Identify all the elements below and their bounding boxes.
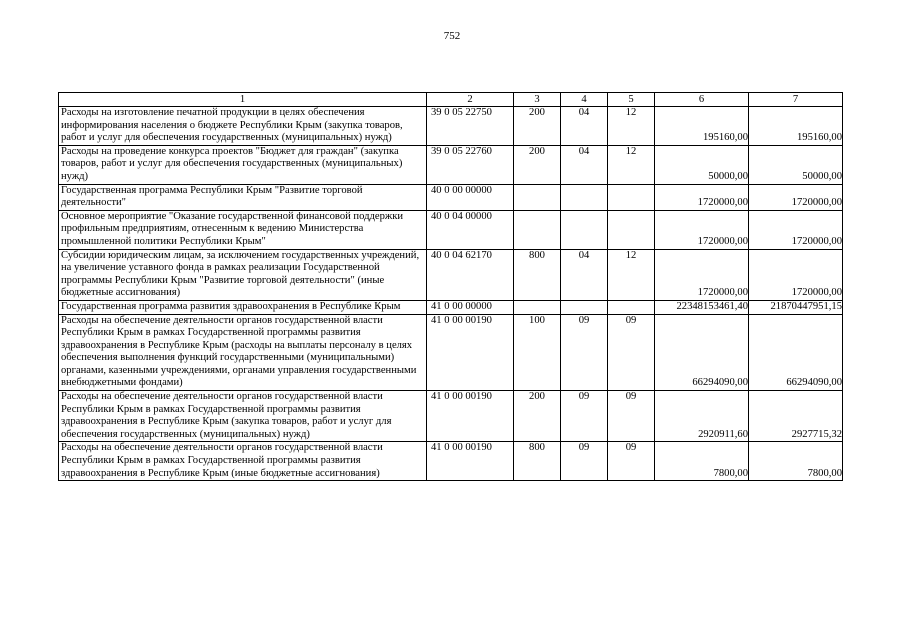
row-section: 04 xyxy=(561,107,608,146)
row-subsection: 12 xyxy=(608,107,655,146)
row-expense-type: 800 xyxy=(514,442,561,481)
row-name: Расходы на обеспечение деятельности органов государственной власти Республики Крым в рамках Государственной программы развития здравоохранения в Республике Крым (закупка товаров, работ и услуг для обеспечения государственных (муниципальных) нужд) xyxy=(59,391,427,442)
table-row xyxy=(59,184,843,210)
column-header: 2 xyxy=(427,93,514,107)
row-amount-col6: 50000,00 xyxy=(655,145,749,184)
row-subsection: 12 xyxy=(608,249,655,300)
row-target-article: 41 0 00 00000 xyxy=(427,300,514,314)
row-target-article: 40 0 00 00000 xyxy=(427,184,514,210)
row-section xyxy=(561,210,608,249)
row-section: 09 xyxy=(561,391,608,442)
row-amount-col6: 1720000,00 xyxy=(655,210,749,249)
row-target-article: 40 0 04 62170 xyxy=(427,249,514,300)
table-row xyxy=(59,145,843,184)
row-expense-type xyxy=(514,300,561,314)
row-name: Основное мероприятие "Оказание государственной финансовой поддержки профильным предприятиям, отнесенным к ведению Министерства промышленной политики Республики Крым" xyxy=(59,210,427,249)
table-row xyxy=(59,300,843,314)
table-row xyxy=(59,210,843,249)
row-expense-type: 200 xyxy=(514,107,561,146)
row-subsection xyxy=(608,210,655,249)
row-subsection xyxy=(608,300,655,314)
column-header: 3 xyxy=(514,93,561,107)
row-name: Государственная программа Республики Крым "Развитие торговой деятельности" xyxy=(59,184,427,210)
row-target-article: 41 0 00 00190 xyxy=(427,442,514,481)
row-subsection: 09 xyxy=(608,314,655,391)
row-section: 09 xyxy=(561,314,608,391)
row-target-article: 40 0 04 00000 xyxy=(427,210,514,249)
column-header: 6 xyxy=(655,93,749,107)
row-section: 04 xyxy=(561,249,608,300)
column-header: 5 xyxy=(608,93,655,107)
column-header: 4 xyxy=(561,93,608,107)
row-amount-col7: 1720000,00 xyxy=(749,249,843,300)
table-row xyxy=(59,391,843,442)
row-amount-col7: 1720000,00 xyxy=(749,184,843,210)
table-row xyxy=(59,442,843,481)
row-target-article: 41 0 00 00190 xyxy=(427,314,514,391)
table-row xyxy=(59,107,843,146)
row-target-article: 39 0 05 22760 xyxy=(427,145,514,184)
row-expense-type: 200 xyxy=(514,391,561,442)
table-row xyxy=(59,314,843,391)
row-expense-type: 200 xyxy=(514,145,561,184)
row-amount-col7: 66294090,00 xyxy=(749,314,843,391)
row-amount-col6: 1720000,00 xyxy=(655,184,749,210)
row-amount-col6: 7800,00 xyxy=(655,442,749,481)
column-header: 7 xyxy=(749,93,843,107)
row-section xyxy=(561,184,608,210)
row-name: Расходы на обеспечение деятельности органов государственной власти Республики Крым в рамках Государственной программы развития здравоохранения в Республике Крым (иные бюджетные ассигнования) xyxy=(59,442,427,481)
row-amount-col7: 7800,00 xyxy=(749,442,843,481)
row-name: Расходы на обеспечение деятельности органов государственной власти Республики Крым в рамках Государственной программы развития здравоохранения в Республике Крым (расходы на выплаты персоналу в целях обеспечения выполнения функций государственными (муниципальными) органами, казенными учреждениями, органами управления государственными внебюджетными фондами) xyxy=(59,314,427,391)
row-amount-col6: 195160,00 xyxy=(655,107,749,146)
row-amount-col6: 1720000,00 xyxy=(655,249,749,300)
row-subsection: 12 xyxy=(608,145,655,184)
row-name: Расходы на проведение конкурса проектов "Бюджет для граждан" (закупка товаров, работ и услуг для обеспечения государственных (муниципальных) нужд) xyxy=(59,145,427,184)
header-row xyxy=(59,93,843,107)
row-expense-type xyxy=(514,210,561,249)
budget-table xyxy=(58,92,843,481)
page-number: 752 xyxy=(443,30,461,42)
row-name: Расходы на изготовление печатной продукции в целях обеспечения информирования населения о бюджете Республики Крым (закупка товаров, работ и услуг для обеспечения государственных (муниципальных) нужд) xyxy=(59,107,427,146)
row-amount-col7: 2927715,32 xyxy=(749,391,843,442)
row-amount-col6: 66294090,00 xyxy=(655,314,749,391)
table-row xyxy=(59,249,843,300)
row-amount-col7: 21870447951,15 xyxy=(749,300,843,314)
row-subsection: 09 xyxy=(608,391,655,442)
row-amount-col6: 22348153461,40 xyxy=(655,300,749,314)
row-amount-col7: 1720000,00 xyxy=(749,210,843,249)
row-subsection xyxy=(608,184,655,210)
row-expense-type: 100 xyxy=(514,314,561,391)
column-header: 1 xyxy=(59,93,427,107)
row-amount-col7: 50000,00 xyxy=(749,145,843,184)
row-section xyxy=(561,300,608,314)
row-target-article: 39 0 05 22750 xyxy=(427,107,514,146)
row-subsection: 09 xyxy=(608,442,655,481)
row-section: 09 xyxy=(561,442,608,481)
row-expense-type: 800 xyxy=(514,249,561,300)
row-name: Государственная программа развития здравоохранения в Республике Крым xyxy=(59,300,427,314)
row-amount-col7: 195160,00 xyxy=(749,107,843,146)
row-target-article: 41 0 00 00190 xyxy=(427,391,514,442)
row-amount-col6: 2920911,60 xyxy=(655,391,749,442)
row-name: Субсидии юридическим лицам, за исключением государственных учреждений, на увеличение уставного фонда в рамках реализации Государственной программы Республики Крым "Развитие торговой деятельности" (иные бюджетные ассигнования) xyxy=(59,249,427,300)
row-section: 04 xyxy=(561,145,608,184)
row-expense-type xyxy=(514,184,561,210)
